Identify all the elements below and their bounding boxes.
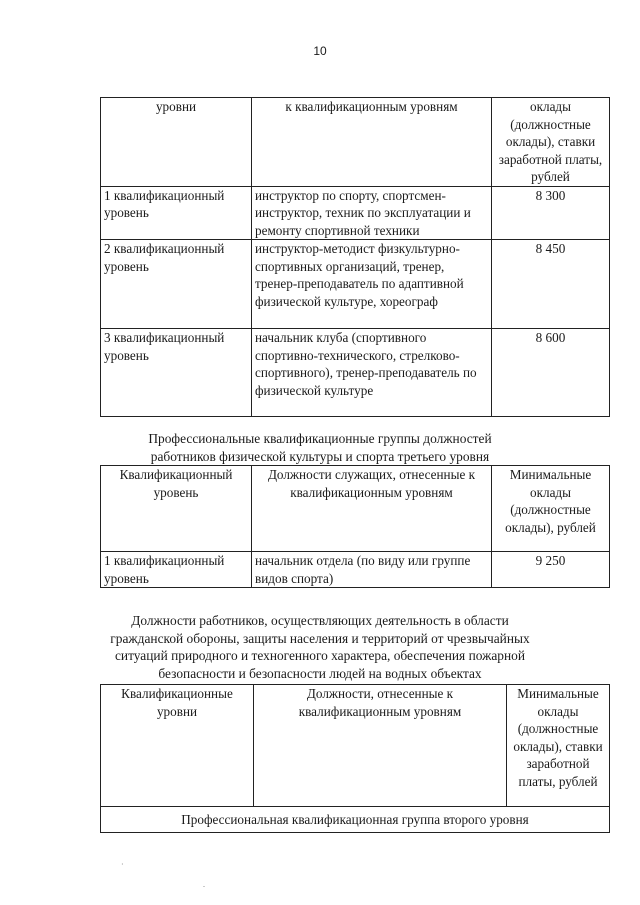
positions-cell: инструктор-методист физкультурно-спортивных организаций, тренер, тренер-преподаватель по адаптивной физической культуре, хореограф: [252, 240, 492, 329]
level-cell: 3 квалификационный уровень: [101, 329, 252, 417]
table-header-row: [101, 98, 610, 187]
header-cell-positions: Должности служащих, отнесенные к квалификационным уровням: [252, 466, 492, 552]
scan-speck: .: [203, 880, 205, 889]
level-cell: 1 квалификационный уровень: [101, 552, 252, 588]
section-heading-civil-defense: Должности работников, осуществляющих деятельность в области гражданской обороны, защиты населения и территорий от чрезвычайных ситуаций природного и техногенного характера, обеспечения пожарной безопасности и безопасности людей на водных объектах: [110, 613, 530, 681]
header-cell-levels: Квалификационные уровни: [101, 685, 254, 807]
level-cell: 1 квалификационный уровень: [101, 186, 252, 240]
header-cell-salary: Минимальные оклады (должностные оклады), ставки заработной платы, рублей: [507, 685, 610, 807]
header-cell-positions: к квалификационным уровням: [252, 98, 492, 187]
group-row: [101, 807, 610, 833]
positions-cell: инструктор по спорту, спортсмен-инструктор, техник по эксплуатации и ремонту спортивной техники: [252, 186, 492, 240]
salary-table-civil-defense: [100, 684, 610, 833]
salary-table-continued: [100, 97, 610, 417]
table-header-row: [101, 685, 610, 807]
header-cell-salary: оклады (должностные оклады), ставки заработной платы, рублей: [492, 98, 610, 187]
table-row: [101, 186, 610, 240]
group-row-label: Профессиональная квалификационная группа второго уровня: [101, 807, 610, 833]
table-row: [101, 552, 610, 588]
table-row: [101, 240, 610, 329]
table-header-row: [101, 466, 610, 552]
table-row: [101, 329, 610, 417]
positions-cell: начальник клуба (спортивного спортивно-технического, стрелково-спортивного), тренер-преподаватель по физической культуре: [252, 329, 492, 417]
positions-cell: начальник отдела (по виду или группе видов спорта): [252, 552, 492, 588]
salary-cell: 8 450: [492, 240, 610, 329]
page-number: 10: [313, 44, 327, 58]
salary-cell: 9 250: [492, 552, 610, 588]
header-cell-positions: Должности, отнесенные к квалификационным уровням: [254, 685, 507, 807]
salary-cell: 8 600: [492, 329, 610, 417]
scan-speck: ·: [121, 860, 124, 869]
salary-cell: 8 300: [492, 186, 610, 240]
level-cell: 2 квалификационный уровень: [101, 240, 252, 329]
header-cell-salary: Минимальные оклады (должностные оклады), рублей: [492, 466, 610, 552]
salary-table-third-level: [100, 465, 610, 588]
header-cell-levels: Квалификационный уровень: [101, 466, 252, 552]
section-heading-third-level: Профессиональные квалификационные группы должностей работников физической культуры и спорта третьего уровня: [148, 431, 492, 464]
header-cell-levels: уровни: [101, 98, 252, 187]
